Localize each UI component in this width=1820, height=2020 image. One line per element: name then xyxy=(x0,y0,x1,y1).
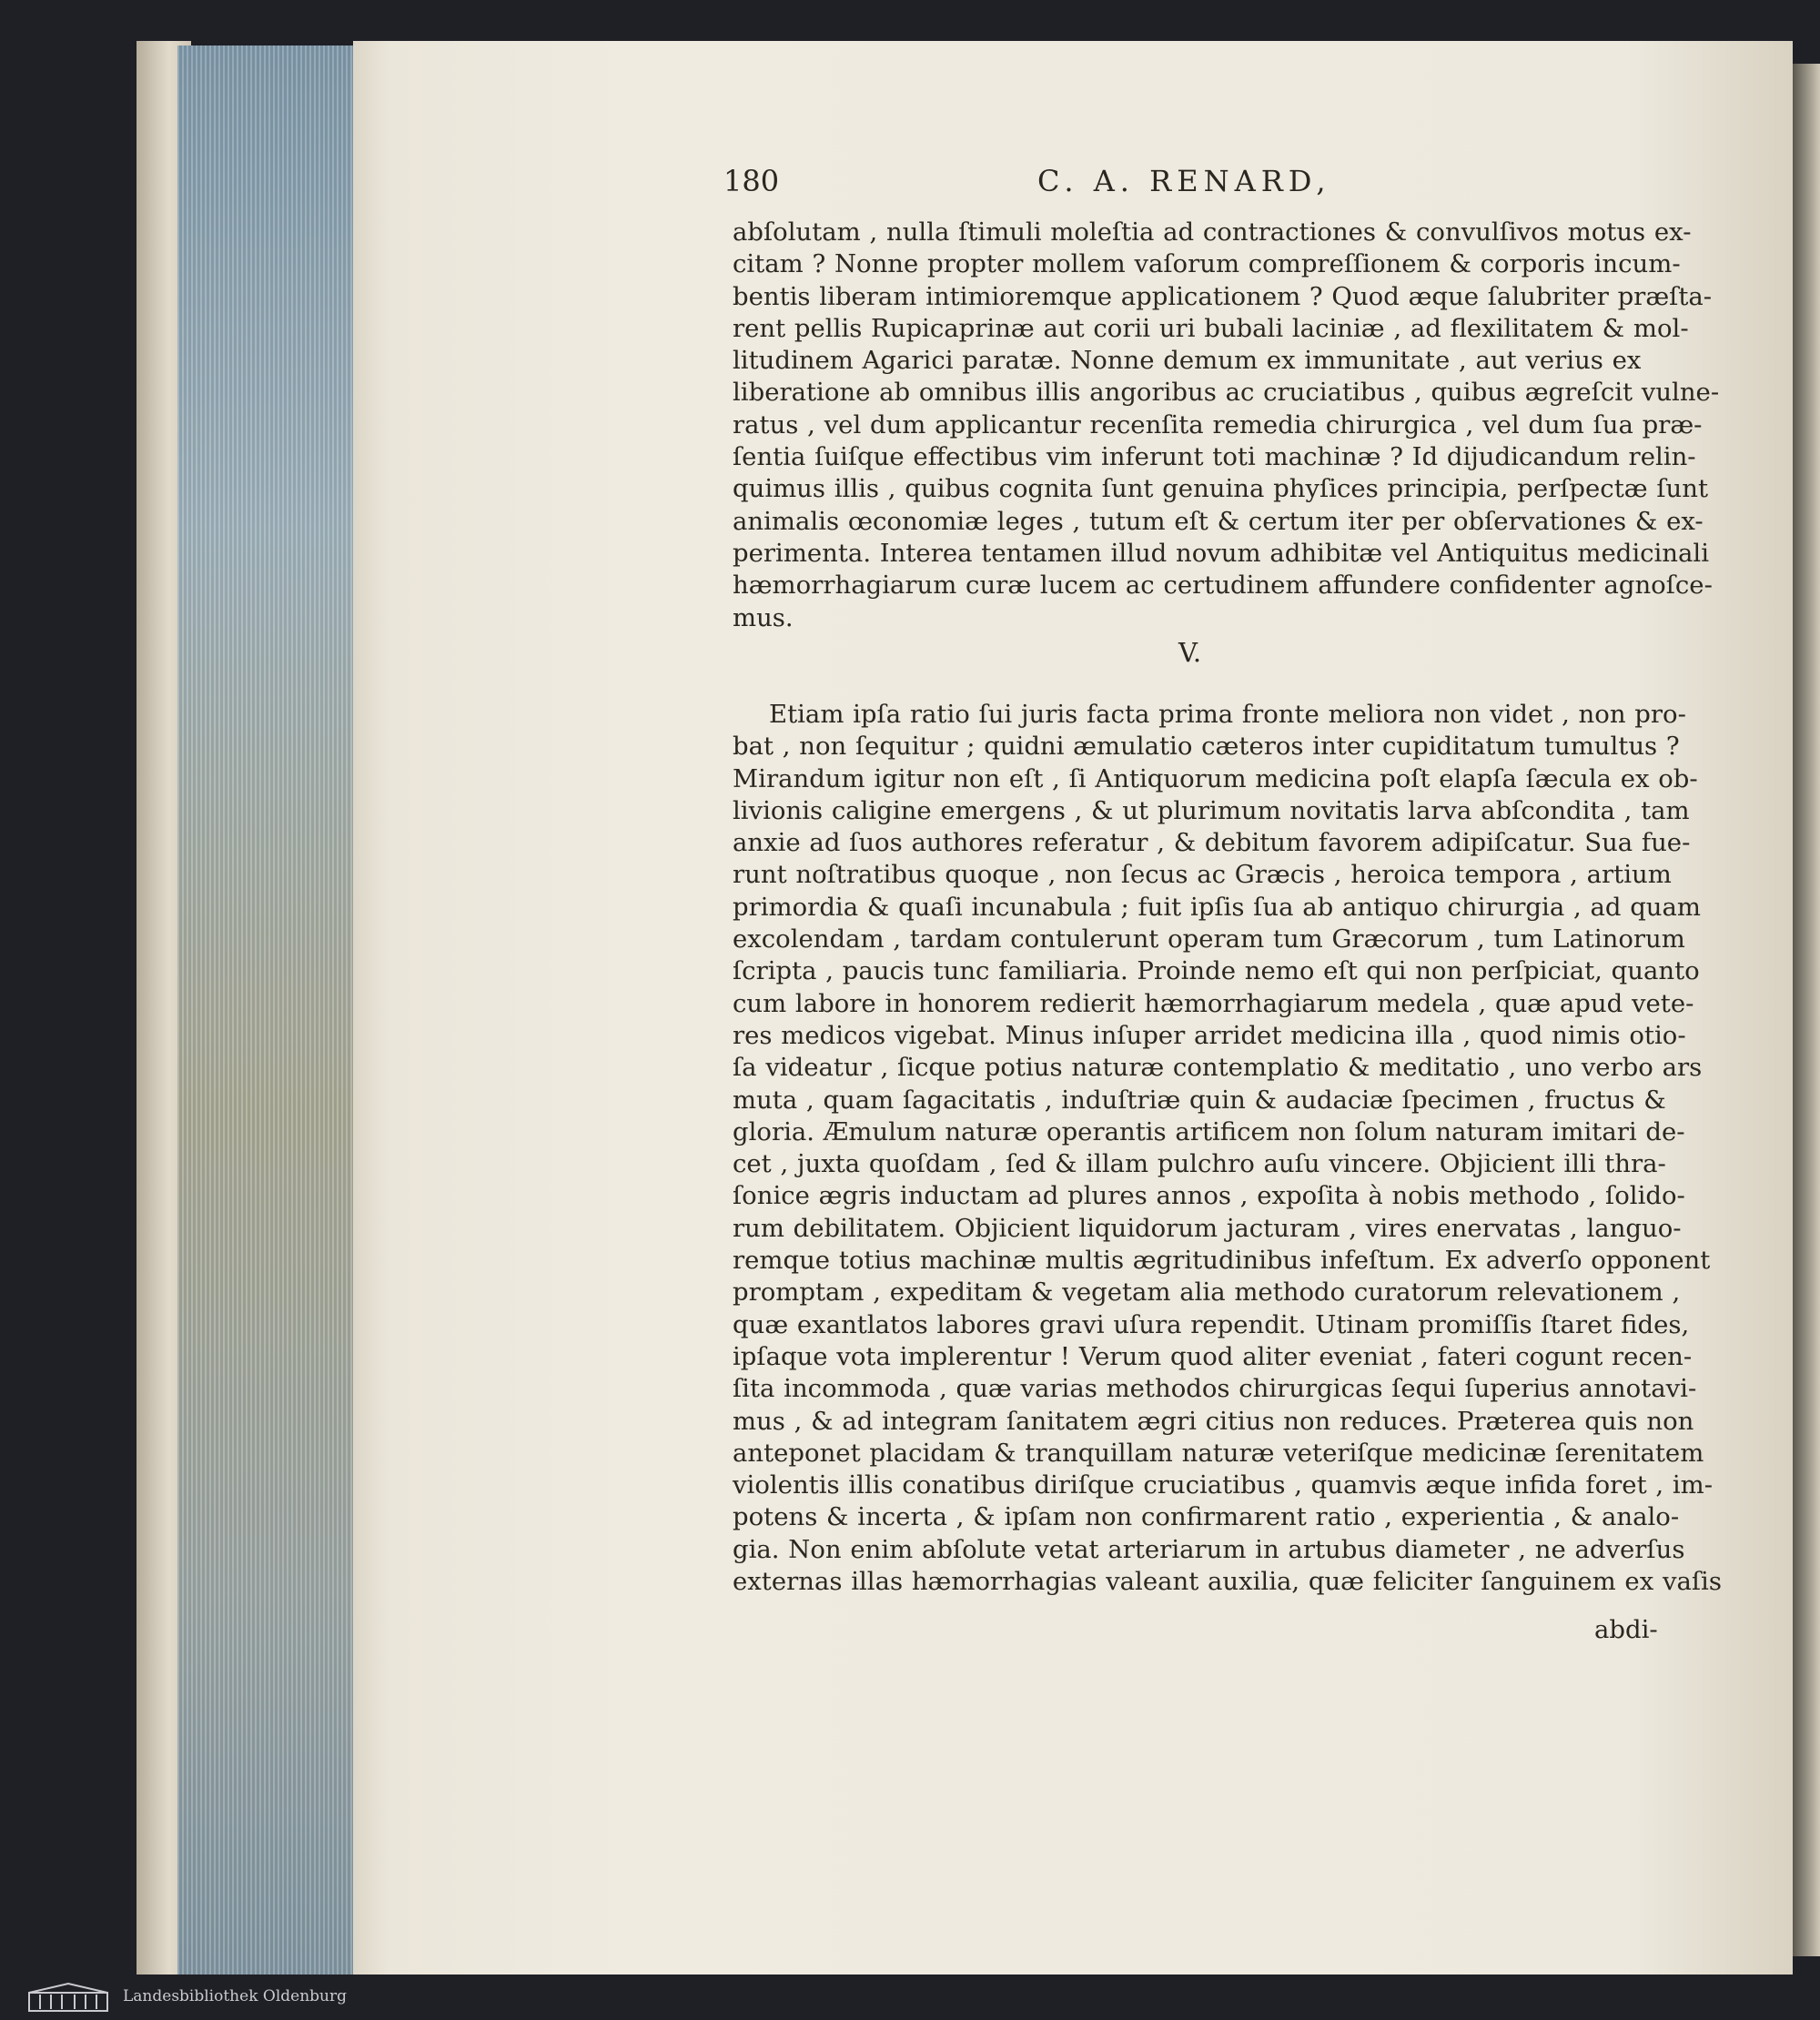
text-line: rum debilitatem. Objicient liquidorum jacturam , vires enervatas , languo- xyxy=(733,1213,1682,1243)
text-line: potens & incerta , & ipſam non confirmarent ratio , experientia , & analo- xyxy=(733,1502,1680,1532)
page-number: 180 xyxy=(723,164,780,198)
text-line: mus. xyxy=(733,602,794,632)
library-name: Landesbibliothek Oldenburg xyxy=(123,1987,348,2005)
text-line: citam ? Nonne propter mollem vaſorum compreſſionem & corporis incum- xyxy=(733,249,1681,279)
text-line: Etiam ipſa ratio ſui juris facta prima fronte meliora non videt , non pro- xyxy=(769,700,1686,729)
text-line: animalis œconomiæ leges , tutum eſt & certum iter per obſervationes & ex- xyxy=(733,506,1704,536)
catchword: abdi- xyxy=(1594,1615,1658,1644)
text-line: bentis liberam intimioremque applicationem ? Quod æque ſalubriter præſta- xyxy=(733,281,1713,311)
text-line: cum labore in honorem redierit hæmorrhagiarum medela , quæ apud vete- xyxy=(733,988,1694,1018)
running-head xyxy=(723,164,1670,209)
text-line: bat , non ſequitur ; quidni æmulatio cæteros inter cupiditatum tumultus ? xyxy=(733,732,1680,762)
text-line: res medicos vigebat. Minus inſuper arridet medicina illa , quod nimis otio- xyxy=(733,1020,1686,1050)
text-line: anteponet placidam & tranquillam naturæ veteriſque medicinæ ſerenitatem xyxy=(733,1438,1704,1468)
text-line: livionis caligine emergens , & ut plurimum novitatis larva abſcondita , tam xyxy=(733,795,1690,825)
text-line: muta , quam ſagacitatis , induſtriæ quin & audaciæ ſpecimen , fructus & xyxy=(733,1085,1666,1115)
text-line: ſentia ſuiſque effectibus vim inferunt toti machinæ ? Id dijudicandum relin- xyxy=(733,442,1696,472)
text-line: cet , juxta quoſdam , ſed & illam pulchro auſu vincere. Objicient illi thra- xyxy=(733,1149,1666,1179)
text-line: ſonice ægris inductam ad plures annos , expoſita à nobis methodo , ſolido- xyxy=(733,1181,1685,1211)
paragraph-2 xyxy=(733,699,1722,1598)
text-line: excolendam , tardam contulerunt operam tum Græcorum , tum Latinorum xyxy=(733,924,1685,954)
text-line: externas illas hæmorrhagias valeant auxilia, quæ feliciter ſanguinem ex vaſis xyxy=(733,1567,1722,1597)
text-line: gia. Non enim abſolute vetat arteriarum in artubus diameter , ne adverſus xyxy=(733,1534,1685,1564)
running-title: C. A. RENARD, xyxy=(1037,164,1331,198)
text-line: abſolutam , nulla ſtimuli moleſtia ad contractiones & convulſivos motus ex- xyxy=(733,217,1692,247)
text-line: runt noſtratibus quoque , non ſecus ac Græcis , heroica tempora , artium xyxy=(733,860,1672,890)
footer-bar xyxy=(0,1975,1820,2020)
text-line: perimenta. Interea tentamen illud novum adhibitæ vel Antiquitus medicinali xyxy=(733,538,1710,568)
text-line: primordia & quaſi incunabula ; fuit ipſis ſua ab antiquo chirurgia , ad quam xyxy=(733,892,1701,922)
text-line: hæmorrhagiarum curæ lucem ac certudinem affundere confidenter agnoſce- xyxy=(733,571,1713,601)
library-building-icon xyxy=(27,1982,109,2013)
text-line: promptam , expeditam & vegetam alia methodo curatorum relevationem , xyxy=(733,1278,1681,1308)
text-line: rent pellis Rupicaprinæ aut corii uri bubali laciniæ , ad flexilitatem & mol- xyxy=(733,313,1689,343)
text-line: gloria. Æmulum naturæ operantis artificem non ſolum naturam imitari de- xyxy=(733,1116,1685,1146)
text-line: ſita incommoda , quæ varias methodos chirurgicas ſequi ſuperius annotavi- xyxy=(733,1374,1697,1404)
text-line: liberatione ab omnibus illis angoribus ac cruciatibus , quibus ægreſcit vulne- xyxy=(733,378,1720,408)
text-line: litudinem Agarici paratæ. Nonne demum ex immunitate , aut verius ex xyxy=(733,346,1642,376)
next-page-edge xyxy=(1793,64,1820,1956)
page-block-edge xyxy=(177,45,358,1975)
text-line: remque totius machinæ multis ægritudinibus infeſtum. Ex adverſo opponent xyxy=(733,1246,1711,1276)
text-line: anxie ad ſuos authores referatur , & debitum favorem adipiſcatur. Sua fue- xyxy=(733,828,1691,858)
text-line: violentis illis conatibus diriſque cruciatibus , quamvis æque infida foret , im- xyxy=(733,1470,1714,1500)
text-line: quimus illis , quibus cognita ſunt genuina phyſices principia, perſpectæ ſunt xyxy=(733,474,1708,504)
text-line: ſcripta , paucis tunc familiaria. Proinde nemo eſt qui non perſpiciat, quanto xyxy=(733,956,1700,986)
paragraph-1 xyxy=(733,217,1720,634)
text-line: ratus , vel dum applicantur recenſita remedia chirurgica , vel dum ſua præ- xyxy=(733,409,1703,439)
text-line: mus , & ad integram ſanitatem ægri citius non reduces. Præterea quis non xyxy=(733,1406,1694,1436)
text-line: ipſaque vota implerentur ! Verum quod aliter eveniat , fateri cogunt recen- xyxy=(733,1341,1693,1371)
text-line: ſa videatur , ſicque potius naturæ contemplatio & meditatio , uno verbo ars xyxy=(733,1053,1703,1083)
section-heading: V. xyxy=(1178,637,1202,668)
text-line: quæ exantlatos labores gravi uſura rependit. Utinam promiſſis ſtaret fides, xyxy=(733,1309,1690,1339)
text-line: Mirandum igitur non eſt , ſi Antiquorum medicina poſt elapſa ſæcula ex ob- xyxy=(733,763,1698,793)
